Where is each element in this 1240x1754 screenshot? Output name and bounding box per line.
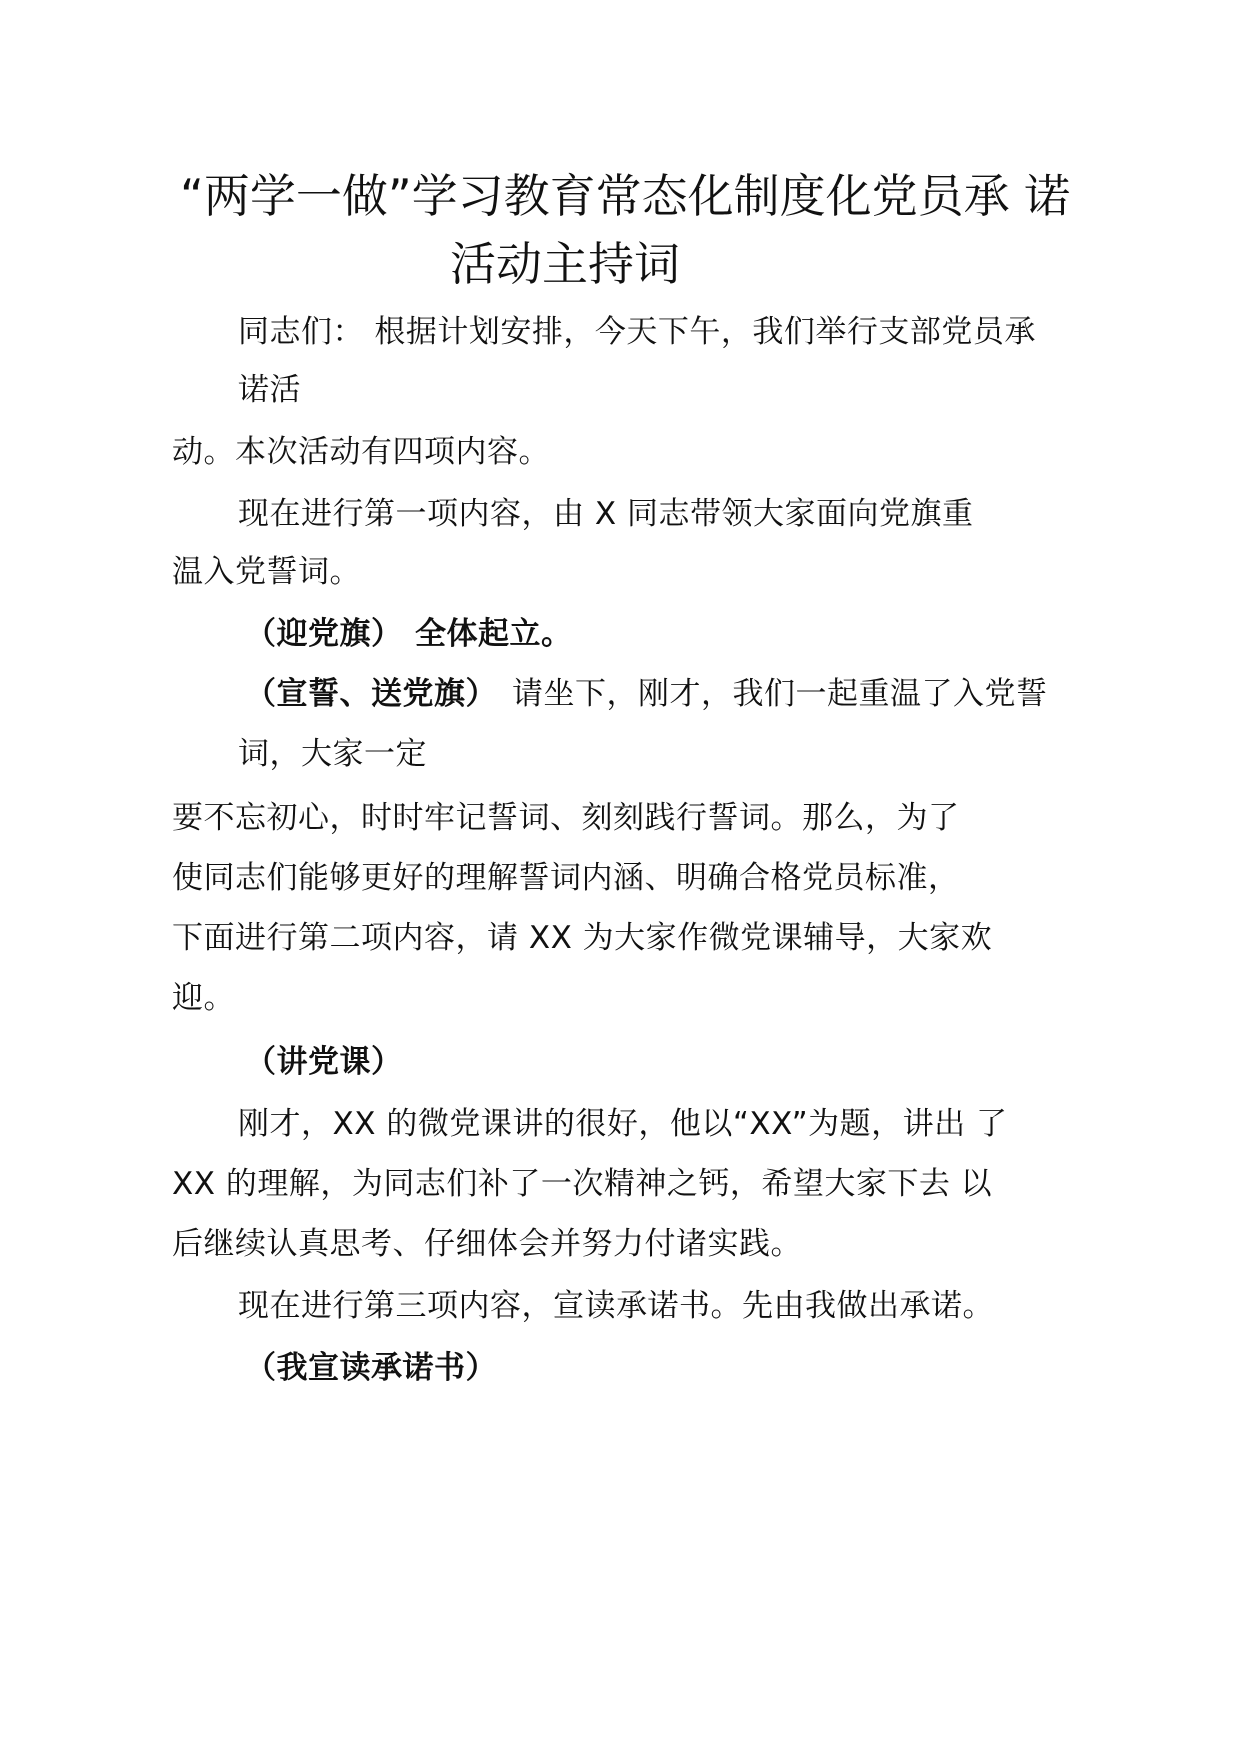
instruction-text: 全体起立。 (415, 616, 573, 652)
paragraph-line: 动。本次活动有四项内容。 (172, 434, 550, 470)
stage-direction: （我宣读承诺书） (245, 1350, 497, 1386)
paragraph-line: 要不忘初心，时时牢记誓词、刻刻践行誓词。那么，为了 (172, 800, 960, 836)
paragraph-line: 诺活 (238, 372, 301, 408)
document-title-line-2: 活动主持词 (450, 237, 680, 291)
paragraph-line: 下面进行第二项内容，请 XX 为大家作微党课辅导，大家欢 (172, 920, 993, 956)
paragraph-line: 词，大家一定 (238, 736, 427, 772)
stage-direction: （迎党旗） (245, 616, 403, 652)
paragraph-line: 温入党誓词。 (172, 554, 361, 590)
paragraph-line: 现在进行第三项内容，宣读承诺书。先由我做出承诺。 (238, 1288, 994, 1324)
paragraph-line: 刚才，XX 的微党课讲的很好，他以“XX”为题，讲出 了 (238, 1106, 1008, 1142)
paragraph-line: XX 的理解，为同志们补了一次精神之钙，希望大家下去 以 (172, 1166, 993, 1202)
paragraph-line: 现在进行第一项内容，由 X 同志带领大家面向党旗重 (238, 496, 974, 532)
paragraph-line: 同志们： 根据计划安排，今天下午，我们举行支部党员承 (238, 314, 1036, 350)
stage-direction: （宣誓、送党旗） (245, 676, 497, 712)
paragraph-line: 迎。 (172, 980, 235, 1016)
stage-direction: （讲党课） (245, 1044, 403, 1080)
paragraph-line: 请坐下，刚才，我们一起重温了入党誓 (512, 676, 1048, 712)
paragraph-line: 使同志们能够更好的理解誓词内涵、明确合格党员标准， (172, 860, 960, 896)
document-title-line-1: “两学一做”学习教育常态化制度化党员承 诺 (180, 169, 1071, 223)
paragraph-line: 后继续认真思考、仔细体会并努力付诸实践。 (172, 1226, 802, 1262)
